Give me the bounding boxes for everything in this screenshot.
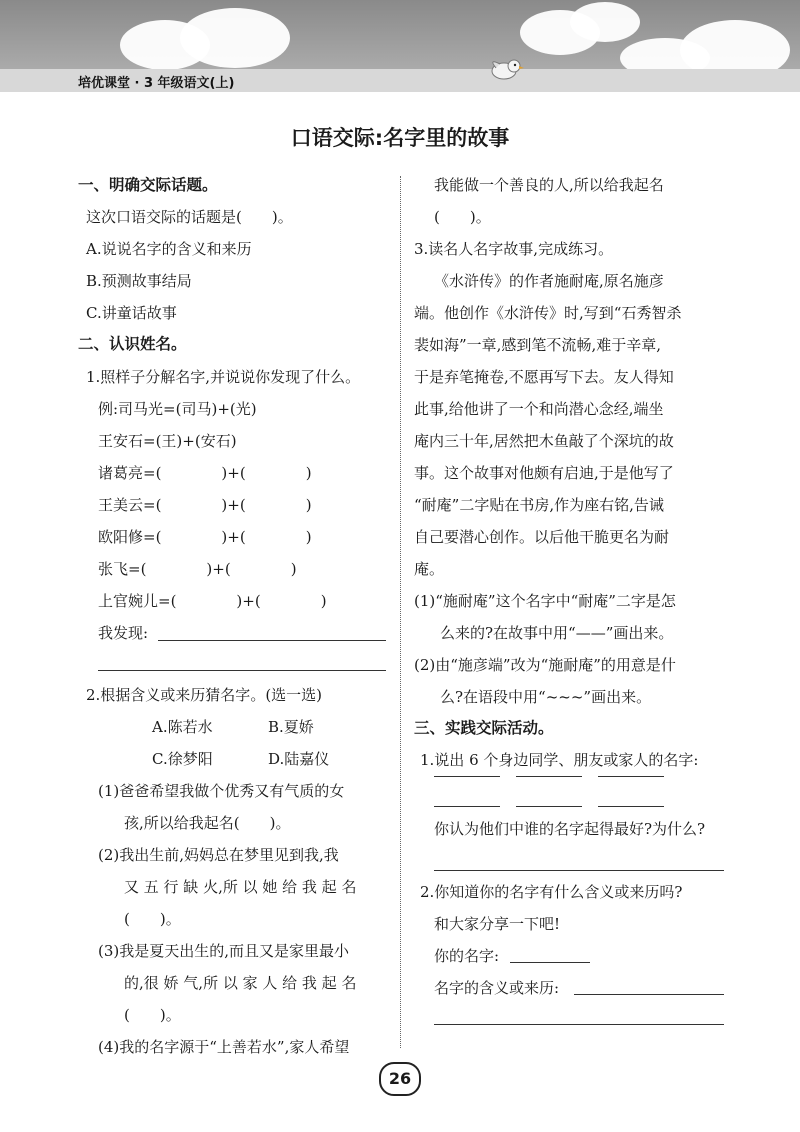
choice-b: B.夏娇 [268,718,314,736]
cloud-decoration [180,8,290,68]
q2-line: (3)我是夏天出生的,而且又是家里最小 [98,942,350,960]
q3-sub: (1)“施耐庵”这个名字中“耐庵”二字是怎 [414,592,676,610]
passage-line: 事。这个故事对他颇有启迪,于是他写了 [414,464,674,482]
topic-question: 这次口语交际的话题是( )。 [86,208,293,226]
name-blank[interactable] [516,806,582,807]
name-row: 诸葛亮=( )+( ) [98,464,312,482]
practice-1-question: 你认为他们中谁的名字起得最好?为什么? [434,820,706,838]
page-number: 26 [379,1062,421,1096]
option-a: A.说说名字的含义和来历 [86,240,252,258]
answer-line[interactable] [434,870,724,871]
passage-line: 自己要潜心创作。以后他干脆更名为耐 [414,528,670,546]
page-title: 口语交际:名字里的故事 [290,126,510,150]
option-b: B.预测故事结局 [86,272,192,290]
meaning-line[interactable] [434,1024,724,1025]
continued-line: 我能做一个善良的人,所以给我起名 [434,176,664,194]
q3-sub: 么来的?在故事中用“——”画出来。 [440,624,674,642]
q2-line: 的,很 娇 气,所 以 家 人 给 我 起 名 [124,974,357,992]
practice-2-prompt: 2.你知道你的名字有什么含义或来历吗? [420,883,683,901]
q2-line: (2)我出生前,妈妈总在梦里见到我,我 [98,846,339,864]
name-blank[interactable] [516,776,582,777]
q2-line: 又 五 行 缺 火,所 以 她 给 我 起 名 [124,878,357,896]
section-1-heading: 一、明确交际话题。 [78,176,218,194]
section-2-heading: 二、认识姓名。 [78,335,187,353]
name-blank[interactable] [598,806,664,807]
passage-line: 端。他创作《水浒传》时,写到“石秀智杀 [414,304,682,322]
q3-sub: 么?在语段中用“~~~”画出来。 [440,688,652,706]
your-name-label: 你的名字: [434,947,500,965]
your-name-line[interactable] [510,962,590,963]
question-1-prompt: 1.照样子分解名字,并说说你发现了什么。 [86,368,361,386]
name-blank[interactable] [434,806,500,807]
passage-line: 庵。 [414,560,445,578]
name-row: 张飞=( )+( ) [98,560,297,578]
name-row: 上官婉儿=( )+( ) [98,592,327,610]
meaning-line[interactable] [574,994,724,995]
discover-label: 我发现: [98,624,149,642]
q3-sub: (2)由“施彦端”改为“施耐庵”的用意是什 [414,656,676,674]
name-row: 欧阳修=( )+( ) [98,528,312,546]
bird-icon [484,56,524,82]
question-2-prompt: 2.根据含义或来历猜名字。(选一选) [86,686,323,704]
passage-line: 于是弃笔掩卷,不愿再写下去。友人得知 [414,368,674,386]
passage-line: 裴如海”一章,感到笔不流畅,难于辛章, [414,336,661,354]
section-3-heading: 三、实践交际活动。 [414,719,554,737]
continued-line: ( )。 [434,208,491,226]
column-divider [400,176,401,1048]
q2-line: ( )。 [124,910,181,928]
question-1-example: 例:司马光=(司马)+(光) [98,400,257,418]
name-blank[interactable] [434,776,500,777]
choice-c: C.徐梦阳 [152,750,213,768]
q2-line: 孩,所以给我起名( )。 [124,814,291,832]
option-c: C.讲童话故事 [86,304,177,322]
passage-line: 庵内三十年,居然把木鱼敲了个深坑的故 [414,432,674,450]
q2-line: (1)爸爸希望我做个优秀又有气质的女 [98,782,345,800]
name-row: 王安石=(王)+(安石) [98,432,237,450]
choice-a: A.陈若水 [152,718,213,736]
name-meaning-label: 名字的含义或来历: [434,979,560,997]
book-title: 培优课堂 · 3 年级语文(上) [78,76,235,91]
cloud-decoration [570,2,640,42]
choice-d: D.陆嘉仪 [268,750,330,768]
header-banner [0,0,800,92]
question-3-prompt: 3.读名人名字故事,完成练习。 [414,240,614,258]
passage-line: 《水浒传》的作者施耐庵,原名施彦 [434,272,664,290]
practice-2-share: 和大家分享一下吧! [434,915,561,933]
passage-line: 此事,给他讲了一个和尚潜心念经,端坐 [414,400,664,418]
practice-1-prompt: 1.说出 6 个身边同学、朋友或家人的名字: [420,751,699,769]
answer-line[interactable] [98,670,386,671]
q2-line: (4)我的名字源于“上善若水”,家人希望 [98,1038,350,1056]
passage-line: “耐庵”二字贴在书房,作为座右铭,告诫 [414,496,664,514]
name-blank[interactable] [598,776,664,777]
q2-line: ( )。 [124,1006,181,1024]
answer-line[interactable] [158,640,386,641]
name-row: 王美云=( )+( ) [98,496,312,514]
